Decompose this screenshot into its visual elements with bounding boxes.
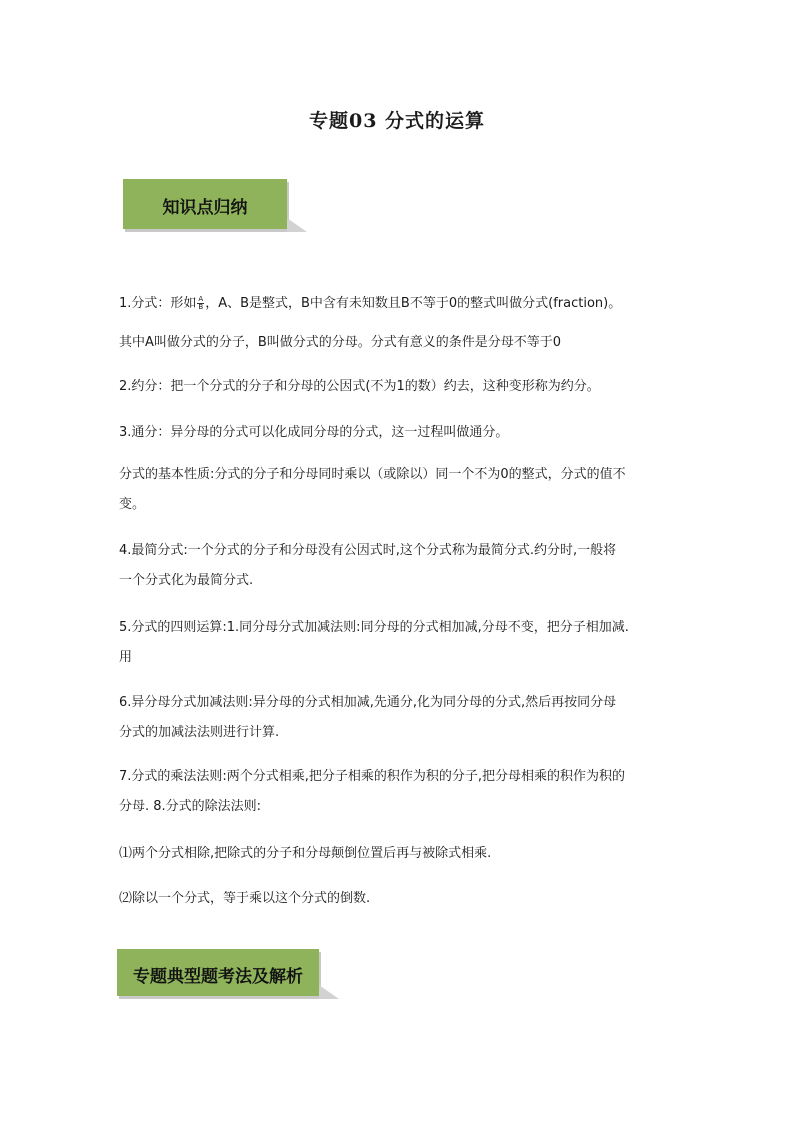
line: 5.分式的四则运算:1.同分母分式加减法则:同分母的分式相加减,分母不变，把分子相加减. xyxy=(119,620,629,635)
line: 分式的加减法法则进行计算. xyxy=(119,725,280,740)
section-banner-examples xyxy=(117,949,319,996)
paragraph-simplest-fraction xyxy=(119,540,679,592)
fraction-numerator: A xyxy=(198,295,204,303)
line: 用 xyxy=(119,650,133,665)
banner-fold xyxy=(319,985,339,999)
section-banner-label: 知识点归纳 xyxy=(162,198,248,218)
line: 一个分式化为最简分式. xyxy=(119,573,254,588)
paragraph-definition-2: 其中A叫做分式的分子，B叫做分式的分母。分式有意义的条件是分母不等于0 xyxy=(119,335,562,350)
fraction-denominator: B xyxy=(198,303,204,311)
paragraph-reduction: 2.约分：把一个分式的分子和分母的公因式(不为1的数）约去，这种变形称为约分。 xyxy=(119,379,600,394)
section-banner-knowledge xyxy=(123,179,287,229)
section-banner-label: 专题典型题考法及解析 xyxy=(133,967,303,987)
line: 分母. 8.分式的除法法则: xyxy=(119,799,262,814)
banner-fold xyxy=(287,218,307,232)
paragraph-division-rule-1: ⑴两个分式相除,把除式的分子和分母颠倒位置后再与被除式相乘. xyxy=(119,846,492,861)
line: 变。 xyxy=(119,497,146,512)
line: 7.分式的乘法法则:两个分式相乘,把分子相乘的积作为积的分子,把分母相乘的积作为积的 xyxy=(119,769,626,784)
paragraph-basic-property xyxy=(119,464,679,516)
paragraph-common-denominator: 3.通分：异分母的分式可以化成同分母的分式，这一过程叫做通分。 xyxy=(119,425,509,440)
text: 1.分式：形如 xyxy=(119,296,197,311)
line: 4.最简分式:一个分式的分子和分母没有公因式时,这个分式称为最简分式.约分时,一般将 xyxy=(119,543,617,558)
paragraph-four-operations xyxy=(119,617,679,669)
text: ，A、B是整式，B中含有未知数且B不等于0的整式叫做分式(fraction)。 xyxy=(205,296,622,311)
paragraph-definition xyxy=(119,293,679,315)
paragraph-unlike-denominators xyxy=(119,692,679,744)
paragraph-division-rule-2: ⑵除以一个分式，等于乘以这个分式的倒数. xyxy=(119,891,371,906)
line: 6.异分母分式加减法则:异分母的分式相加减,先通分,化为同分母的分式,然后再按同分母 xyxy=(119,695,617,710)
fraction-a-over-b xyxy=(197,296,204,311)
paragraph-multiplication xyxy=(119,766,679,818)
line: 分式的基本性质:分式的分子和分母同时乘以（或除以）同一个不为0的整式，分式的值不 xyxy=(119,467,626,482)
page-title: 专题03 分式的运算 xyxy=(308,110,486,132)
